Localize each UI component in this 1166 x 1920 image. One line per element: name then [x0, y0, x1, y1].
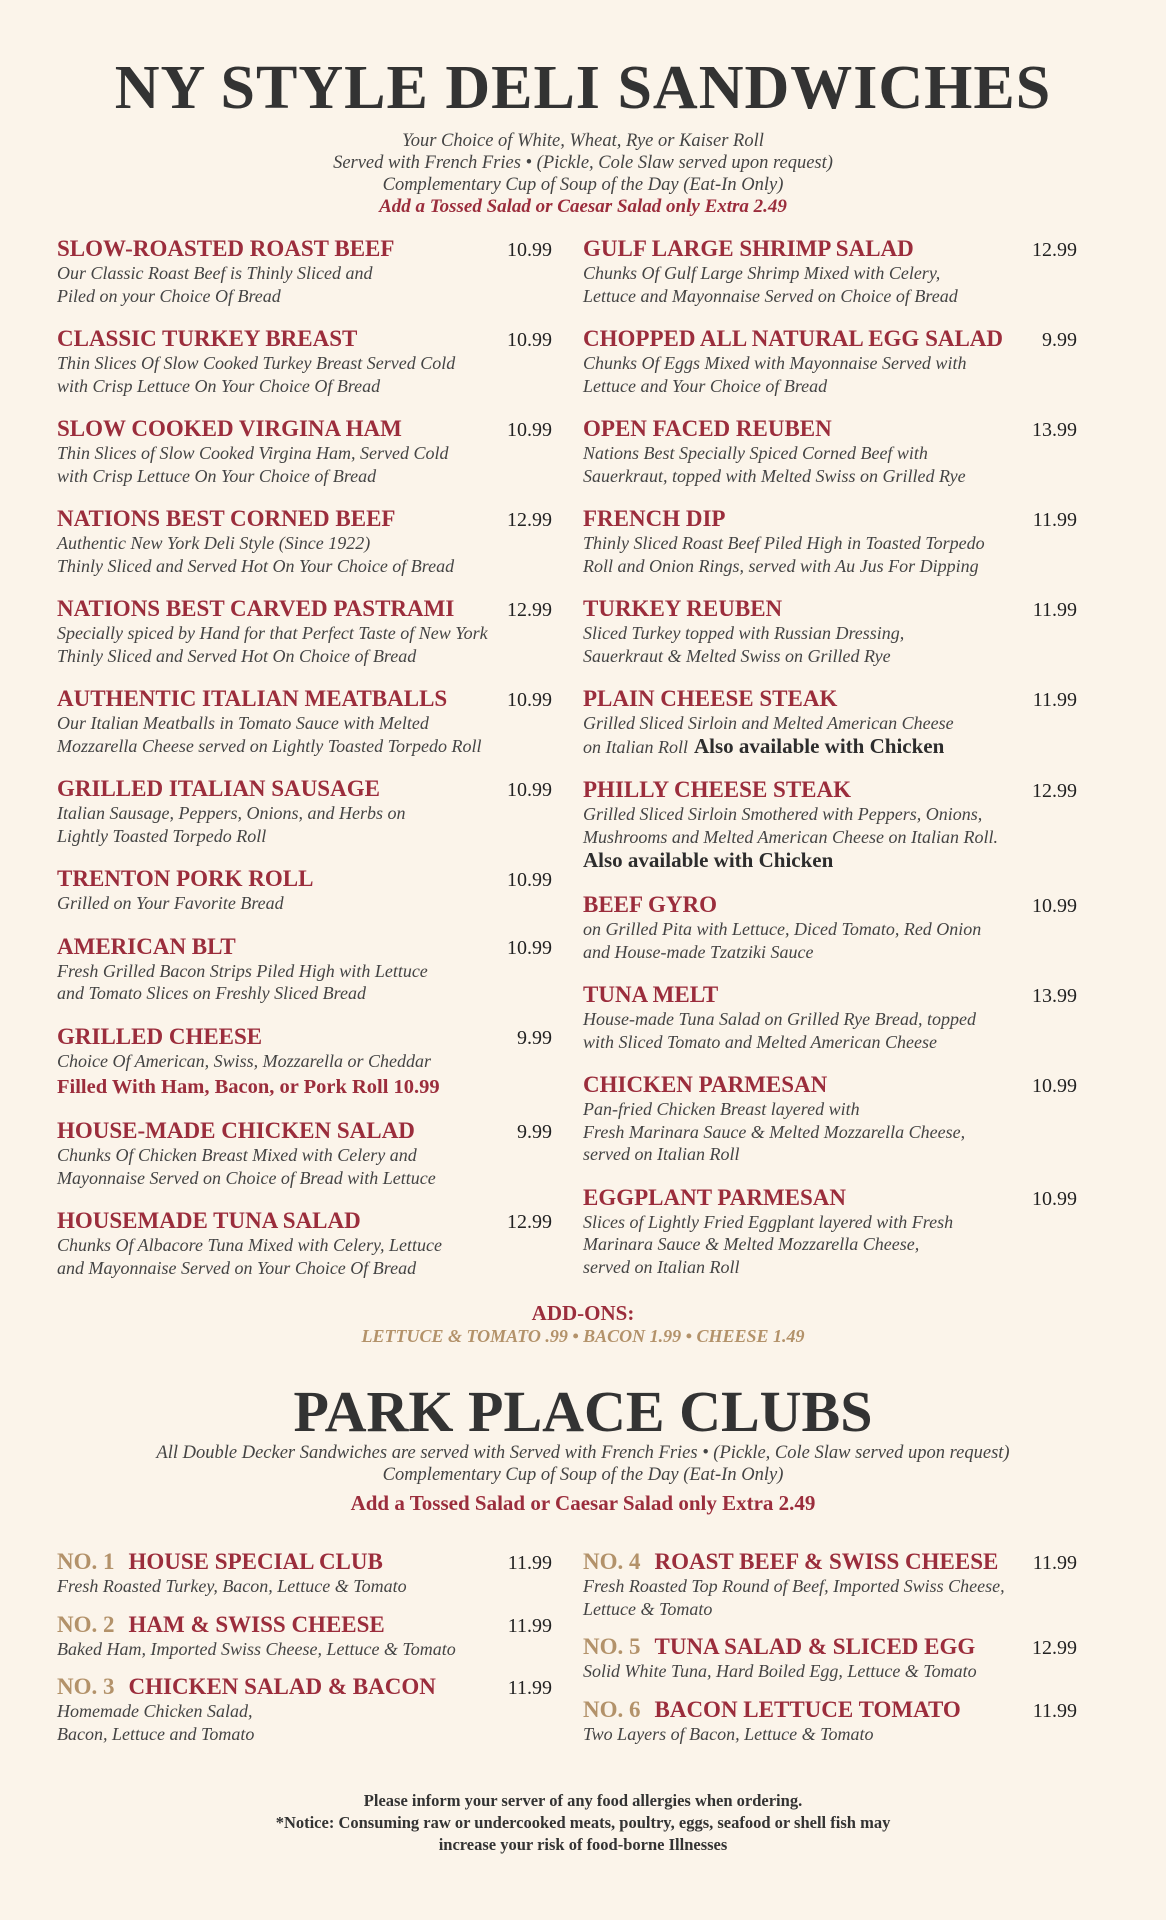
- description-line: Chunks Of Gulf Large Shrimp Mixed with Celery,: [583, 263, 941, 283]
- deli-subtitle: [0, 130, 1166, 218]
- club-item-description: [57, 1575, 552, 1598]
- menu-item-description: [57, 262, 552, 307]
- club-item-header: [583, 1549, 1077, 1575]
- club-number: NO. 5: [583, 1634, 641, 1659]
- description-line: Our Italian Meatballs in Tomato Sauce with Melted: [57, 713, 429, 733]
- menu-item-price: 9.99: [1042, 329, 1077, 351]
- menu-item-price: 10.99: [1032, 895, 1077, 917]
- description-line: Slices of Lightly Fried Eggplant layered with Fresh: [583, 1211, 954, 1232]
- menu-item-header: [583, 596, 1077, 622]
- clubs-subtitle-line: All Double Decker Sandwiches are served with Served with French Fries • (Pickle, Cole Slaw served upon request): [156, 1443, 1010, 1463]
- menu-item-name: NATIONS BEST CARVED PASTRAMI: [57, 596, 455, 621]
- menu-item-name: OPEN FACED REUBEN: [583, 416, 832, 441]
- description-line: served on Italian Roll: [583, 1256, 740, 1277]
- menu-item-name: HOUSEMADE TUNA SALAD: [57, 1208, 361, 1233]
- club-item-header: [57, 1549, 552, 1575]
- club-item-price: 11.99: [1032, 1552, 1077, 1574]
- club-item-description: [583, 1723, 1077, 1746]
- menu-item-header: [583, 1072, 1077, 1098]
- description-line: Lettuce and Your Choice of Bread: [583, 375, 828, 396]
- description-line: Fresh Grilled Bacon Strips Piled High with Lettuce: [57, 960, 428, 981]
- club-item-price: 11.99: [507, 1677, 552, 1699]
- description-line: served on Italian Roll: [583, 1144, 740, 1164]
- menu-item-description: [57, 892, 552, 915]
- menu-item-description: [57, 960, 552, 1005]
- club-item: [57, 1612, 552, 1661]
- menu-item-header: [583, 1185, 1077, 1211]
- menu-item: [583, 1185, 1077, 1279]
- menu-item-price: 10.99: [1032, 1187, 1077, 1210]
- menu-item-header: [57, 596, 552, 622]
- menu-item-header: [583, 326, 1077, 352]
- menu-item-name: EGGPLANT PARMESAN: [583, 1184, 847, 1210]
- description-line: Thinly Sliced and Served Hot On Your Choice of Bread: [57, 555, 455, 576]
- description-line: Grilled Sliced Sirloin and Melted American Cheese: [583, 713, 954, 733]
- club-item-title: [583, 1697, 961, 1723]
- club-item-name: ROAST BEEF & SWISS CHEESE: [654, 1549, 999, 1574]
- menu-item-price: 12.99: [1032, 239, 1077, 261]
- description-line: with Crisp Lettuce On Your Choice Of Bread: [57, 375, 381, 396]
- description-line: Lightly Toasted Torpedo Roll: [57, 825, 267, 846]
- clubs-title: PARK PLACE CLUBS: [293, 1379, 873, 1444]
- club-item-price: 12.99: [1032, 1637, 1077, 1659]
- menu-item-name: TUNA MELT: [583, 982, 719, 1007]
- menu-item-name: GRILLED ITALIAN SAUSAGE: [57, 776, 380, 801]
- description-line: Sauerkraut & Melted Swiss on Grilled Rye: [583, 645, 891, 666]
- menu-item-name: BEEF GYRO: [583, 892, 717, 917]
- menu-item: [583, 236, 1077, 307]
- club-item-name: TUNA SALAD & SLICED EGG: [654, 1634, 976, 1659]
- menu-item: [57, 506, 552, 577]
- club-item-description: [57, 1700, 552, 1745]
- clubs-left-column: [57, 1549, 552, 1759]
- menu-item: [583, 596, 1077, 667]
- menu-item-price: 9.99: [517, 1121, 552, 1143]
- menu-item-price: 13.99: [1032, 985, 1077, 1007]
- club-item: [583, 1634, 1077, 1683]
- description-line: Thin Slices of Slow Cooked Virgina Ham, Served Cold: [57, 443, 449, 463]
- menu-item-name: CHOPPED ALL NATURAL EGG SALAD: [583, 326, 1004, 351]
- menu-item-description: [583, 1211, 1077, 1279]
- description-line: Chunks Of Eggs Mixed with Mayonnaise Served with: [583, 353, 967, 373]
- menu-item-price: 11.99: [1032, 509, 1077, 531]
- menu-item-price: 10.99: [507, 779, 552, 801]
- menu-item-header: [57, 416, 552, 442]
- clubs-header: [0, 1379, 1166, 1515]
- footer-line: *Notice: Consuming raw or undercooked meats, poultry, eggs, seafood or shell fish may: [275, 1813, 891, 1832]
- menu-item-price: 12.99: [1032, 780, 1077, 802]
- description-line: Grilled on Your Favorite Bread: [57, 893, 284, 913]
- addons-items: LETTUCE & TOMATO .99 • BACON 1.99 • CHEESE 1.49: [361, 1326, 805, 1346]
- menu-item-price: 11.99: [1032, 689, 1077, 711]
- menu-item-description: [583, 262, 1077, 307]
- description-line: Fresh Roasted Top Round of Beef, Imported Swiss Cheese,: [583, 1576, 1005, 1596]
- description-line: Solid White Tuna, Hard Boiled Egg, Lettuce & Tomato: [583, 1661, 977, 1681]
- menu-item: [583, 1072, 1077, 1166]
- description-line: Specially spiced by Hand for that Perfect Taste of New York: [57, 623, 488, 643]
- club-item: [583, 1549, 1077, 1620]
- menu-item-description: [57, 802, 552, 847]
- menu-item-header: [583, 686, 1077, 712]
- club-number: NO. 1: [57, 1549, 115, 1574]
- menu-item-header: [57, 506, 552, 532]
- menu-item-header: [57, 1118, 552, 1144]
- description-line: Our Classic Roast Beef is Thinly Sliced and: [57, 263, 373, 283]
- club-item-description: [583, 1575, 1077, 1620]
- menu-item-price: 10.99: [507, 936, 552, 959]
- club-item-name: HAM & SWISS CHEESE: [128, 1611, 385, 1637]
- menu-item-description: [57, 532, 552, 577]
- menu-item: [57, 596, 552, 667]
- club-item-name: CHICKEN SALAD & BACON: [128, 1674, 436, 1699]
- description-line: Mushrooms and Melted American Cheese on Italian Roll.: [583, 826, 998, 847]
- description-line: Italian Sausage, Peppers, Onions, and Herbs on: [57, 803, 406, 823]
- club-item-price: 11.99: [1032, 1699, 1077, 1722]
- menu-item: [57, 686, 552, 757]
- description-line: Homemade Chicken Salad,: [57, 1701, 253, 1721]
- menu-item-name: PHILLY CHEESE STEAK: [583, 777, 852, 802]
- description-line: House-made Tuna Salad on Grilled Rye Bread, topped: [583, 1009, 976, 1029]
- menu-item-description: [57, 622, 552, 667]
- footer-line: increase your risk of food-borne Illnesses: [438, 1835, 728, 1854]
- menu-item-name: SLOW-ROASTED ROAST BEEF: [57, 236, 395, 261]
- menu-item-price: 12.99: [507, 509, 552, 531]
- menu-item-name: CHICKEN PARMESAN: [583, 1072, 828, 1097]
- club-number: NO. 6: [583, 1696, 641, 1722]
- menu-item-price: 10.99: [507, 239, 552, 261]
- club-number: NO. 3: [57, 1674, 115, 1699]
- menu-item-header: [583, 777, 1077, 803]
- description-line: Pan-fried Chicken Breast layered with: [583, 1099, 860, 1119]
- menu-item: [57, 934, 552, 1005]
- menu-item-description: [583, 1008, 1077, 1053]
- description-line: Fresh Marinara Sauce & Melted Mozzarella Cheese,: [583, 1121, 966, 1142]
- description-line: Chunks Of Albacore Tuna Mixed with Celery, Lettuce: [57, 1235, 442, 1255]
- menu-item: [583, 326, 1077, 397]
- menu-item-price: 12.99: [507, 1211, 552, 1233]
- description-line: with Crisp Lettuce On Your Choice of Bread: [57, 465, 377, 486]
- description-line: Lettuce and Mayonnaise Served on Choice of Bread: [583, 285, 958, 306]
- description-line: Authentic New York Deli Style (Since 1922): [57, 533, 371, 553]
- menu-item: [583, 777, 1077, 873]
- menu-item-price: 9.99: [517, 1026, 552, 1049]
- menu-item: [583, 416, 1077, 487]
- description-line: and House-made Tzatziki Sauce: [583, 941, 814, 962]
- deli-salad-note: Add a Tossed Salad or Caesar Salad only Extra 2.49: [379, 196, 787, 217]
- menu-item-description: [57, 352, 552, 397]
- menu-item-description: [583, 352, 1077, 397]
- menu-item-header: [57, 326, 552, 352]
- deli-subtitle-line: Your Choice of White, Wheat, Rye or Kaiser Roll: [402, 131, 764, 151]
- menu-item-description: [57, 1144, 552, 1189]
- deli-subtitle-line: Served with French Fries • (Pickle, Cole Slaw served upon request): [333, 153, 833, 173]
- menu-item-header: [57, 236, 552, 262]
- menu-item-price: 10.99: [507, 869, 552, 891]
- menu-item-name: GRILLED CHEESE: [57, 1023, 263, 1049]
- club-item-price: 11.99: [507, 1614, 552, 1637]
- description-line: with Sliced Tomato and Melted American Cheese: [583, 1031, 937, 1052]
- club-item: [57, 1674, 552, 1745]
- description-line: Mayonnaise Served on Choice of Bread with Lettuce: [57, 1167, 436, 1188]
- addons-section: [0, 1301, 1166, 1347]
- club-number: NO. 4: [583, 1549, 641, 1574]
- description-line: Choice Of American, Swiss, Mozzarella or Cheddar: [57, 1050, 431, 1071]
- menu-item-price: 10.99: [507, 689, 552, 711]
- description-line: Grilled Sliced Sirloin Smothered with Peppers, Onions,: [583, 804, 983, 824]
- menu-item: [57, 236, 552, 307]
- club-item-description: [57, 1638, 552, 1661]
- description-line: [583, 735, 1077, 759]
- menu-item-price: 10.99: [507, 329, 552, 351]
- chicken-option-note: Also available with Chicken: [694, 733, 945, 758]
- club-item-name: BACON LETTUCE TOMATO: [654, 1696, 961, 1722]
- menu-item-description: [583, 622, 1077, 667]
- club-item-title: [583, 1634, 975, 1660]
- menu-item: [57, 866, 552, 915]
- menu-item-price: 11.99: [1032, 599, 1077, 621]
- menu-item-price: 10.99: [507, 419, 552, 441]
- club-item-header: [583, 1634, 1077, 1660]
- club-item-price: 11.99: [507, 1552, 552, 1574]
- club-item-header: [57, 1612, 552, 1638]
- description-line: Thin Slices Of Slow Cooked Turkey Breast Served Cold: [57, 353, 456, 373]
- menu-item-header: [57, 1024, 552, 1050]
- club-item-title: [583, 1549, 998, 1575]
- description-line: Sauerkraut, topped with Melted Swiss on Grilled Rye: [583, 465, 966, 486]
- description-line: Bacon, Lettuce and Tomato: [57, 1723, 255, 1744]
- menu-item-name: TRENTON PORK ROLL: [57, 866, 314, 891]
- clubs-right-column: [583, 1549, 1077, 1759]
- menu-item: [583, 982, 1077, 1053]
- club-item-name: HOUSE SPECIAL CLUB: [128, 1549, 383, 1574]
- menu-item-description: [583, 803, 1077, 848]
- menu-item: [57, 1024, 552, 1100]
- menu-item-price: 13.99: [1032, 419, 1077, 441]
- menu-item-description: [583, 1098, 1077, 1166]
- description-line: and Mayonnaise Served on Your Choice Of Bread: [57, 1257, 417, 1278]
- description-line: on Grilled Pita with Lettuce, Diced Tomato, Red Onion: [583, 919, 982, 939]
- allergy-footer: [0, 1790, 1166, 1856]
- menu-item-header: [583, 416, 1077, 442]
- description-line: Piled on your Choice Of Bread: [57, 285, 281, 306]
- club-item-description: [583, 1660, 1077, 1683]
- footer-line: Please inform your server of any food allergies when ordering.: [363, 1791, 803, 1810]
- menu-item: [57, 776, 552, 847]
- chicken-option-note: Also available with Chicken: [583, 848, 834, 872]
- deli-subtitle-line: Complementary Cup of Soup of the Day (Eat-In Only): [382, 175, 784, 195]
- menu-item: [583, 892, 1077, 963]
- description-line: Nations Best Specially Spiced Corned Beef with: [583, 443, 928, 463]
- description-line: Mozzarella Cheese served on Lightly Toasted Torpedo Roll: [57, 735, 482, 756]
- deli-right-column: [583, 236, 1077, 1297]
- menu-item-description: [57, 1050, 552, 1073]
- menu-item: [583, 686, 1077, 758]
- menu-item-header: [57, 776, 552, 802]
- description-line: Marinara Sauce & Melted Mozzarella Cheese,: [583, 1234, 920, 1254]
- menu-item-price: 10.99: [1032, 1075, 1077, 1097]
- club-item-header: [57, 1674, 552, 1700]
- description-line: Roll and Onion Rings, served with Au Jus For Dipping: [583, 555, 979, 576]
- menu-item-name: HOUSE-MADE CHICKEN SALAD: [57, 1118, 415, 1143]
- menu-item-header: [57, 1208, 552, 1234]
- club-item-title: [57, 1612, 385, 1638]
- clubs-salad-note: Add a Tossed Salad or Caesar Salad only Extra 2.49: [350, 1491, 816, 1515]
- club-item: [57, 1549, 552, 1598]
- menu-item: [57, 326, 552, 397]
- menu-item-name: GULF LARGE SHRIMP SALAD: [583, 236, 914, 261]
- menu-item-description: [583, 442, 1077, 487]
- club-number: NO. 2: [57, 1611, 115, 1637]
- menu-item-description: [57, 1234, 552, 1279]
- menu-item-header: [57, 686, 552, 712]
- description-line: Baked Ham, Imported Swiss Cheese, Lettuce & Tomato: [57, 1638, 456, 1659]
- description-line: Fresh Roasted Turkey, Bacon, Lettuce & Tomato: [57, 1576, 407, 1596]
- menu-item-header: [583, 982, 1077, 1008]
- menu-item-name: SLOW COOKED VIRGINA HAM: [57, 416, 402, 441]
- description-line: Chunks Of Chicken Breast Mixed with Celery and: [57, 1145, 417, 1165]
- menu-item: [583, 506, 1077, 577]
- menu-item-header: [583, 236, 1077, 262]
- menu-item-name: CLASSIC TURKEY BREAST: [57, 326, 358, 351]
- deli-title: NY STYLE DELI SANDWICHES: [114, 54, 1052, 122]
- menu-item-header: [57, 866, 552, 892]
- menu-item-name: PLAIN CHEESE STEAK: [583, 686, 838, 711]
- description-line: Thinly Sliced and Served Hot On Choice of Bread: [57, 645, 417, 666]
- menu-item-description: [57, 712, 552, 757]
- description-line: Lettuce & Tomato: [583, 1598, 713, 1619]
- description-text: on Italian Roll: [583, 736, 688, 757]
- menu-item-price: 12.99: [507, 599, 552, 621]
- menu-item-description: [583, 532, 1077, 577]
- club-item: [583, 1697, 1077, 1746]
- menu-item-description: [583, 918, 1077, 963]
- menu-item-name: AUTHENTIC ITALIAN MEATBALLS: [57, 686, 448, 711]
- addons-title: ADD-ONS:: [531, 1301, 635, 1325]
- menu-item-description: [583, 712, 1077, 758]
- menu-item-name: FRENCH DIP: [583, 506, 726, 531]
- menu-item-description: [57, 442, 552, 487]
- menu-item-name: TURKEY REUBEN: [583, 596, 783, 621]
- description-line: Two Layers of Bacon, Lettuce & Tomato: [583, 1723, 874, 1744]
- filled-option-note: Filled With Ham, Bacon, or Pork Roll 10.99: [57, 1076, 440, 1098]
- menu-item-header: [57, 934, 552, 960]
- description-line: Thinly Sliced Roast Beef Piled High in Toasted Torpedo: [583, 533, 985, 553]
- clubs-subtitle-line: Complementary Cup of Soup of the Day (Eat-In Only): [382, 1465, 784, 1485]
- menu-item-name: NATIONS BEST CORNED BEEF: [57, 506, 396, 531]
- club-item-title: [57, 1674, 436, 1700]
- menu-item-header: [583, 506, 1077, 532]
- club-item-header: [583, 1697, 1077, 1723]
- menu-item: [57, 1118, 552, 1189]
- menu-item-header: [583, 892, 1077, 918]
- deli-left-column: [57, 236, 552, 1298]
- menu-item: [57, 1208, 552, 1279]
- menu-item-name: AMERICAN BLT: [57, 933, 236, 959]
- club-item-title: [57, 1549, 383, 1575]
- description-line: and Tomato Slices on Freshly Sliced Bread: [57, 983, 366, 1003]
- description-line: Sliced Turkey topped with Russian Dressing,: [583, 623, 905, 643]
- menu-item: [57, 416, 552, 487]
